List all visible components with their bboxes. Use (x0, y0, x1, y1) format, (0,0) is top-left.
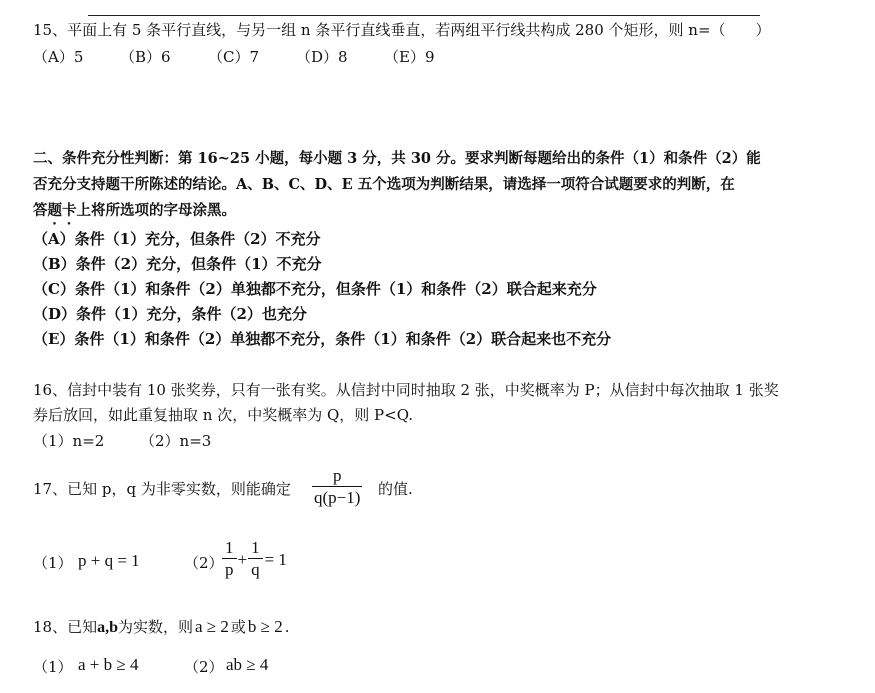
intro-line3-rest: 上将所选项的字母涂黑。 (76, 202, 236, 219)
q15-option-c: （C）7 (208, 48, 260, 66)
q17-cond2-plus: + (237, 549, 248, 569)
q15-option-d: （D）8 (296, 48, 348, 66)
choice-e: （E）条件（1）和条件（2）单独都不充分，条件（1）和条件（2）联合起来也不充分 (33, 330, 612, 348)
q18-stem-or: 或 (230, 618, 246, 636)
q18-cond1-expr: a + b ≥ 4 (78, 655, 139, 674)
intro-line3-prefix: 答 (33, 202, 48, 219)
q17-cond2-rhs: = 1 (264, 549, 287, 569)
q17-cond2-num1: 1 (222, 538, 237, 559)
q18-stem (33, 616, 290, 637)
q16-line2: 券后放回，如此重复抽取 n 次，中奖概率为 Q，则 P<Q. (33, 406, 414, 424)
q18-cond2-label: （2） (184, 658, 224, 676)
q18-cond2-expr: ab ≥ 4 (226, 655, 269, 674)
q17-stem-prefix: 17、已知 p，q 为非零实数，则能确定 (33, 480, 291, 498)
q17-cond2-label: （2） (184, 554, 224, 572)
q17-fraction-denominator: q(p−1) (314, 488, 361, 507)
q18-cond1-label: （1） (33, 658, 73, 676)
choice-a: （A）条件（1）充分，但条件（2）不充分 (33, 230, 321, 248)
q18-stem-mid: 为实数，则 (118, 618, 194, 636)
q17-cond1-expr: p + q = 1 (78, 551, 140, 570)
q16-condition1: （1）n=2 (33, 432, 105, 450)
intro-line3-emphasis: 题卡 (47, 202, 77, 219)
q15-option-e: （E）9 (384, 48, 435, 66)
q18-stem-vars: a,b (97, 619, 118, 636)
q17-cond2-expr (222, 538, 287, 581)
q18-stem-c1: a ≥ 2 (195, 617, 229, 636)
section2-intro-line2: 否充分支持题干所陈述的结论。A、B、C、D、E 五个选项为判断结果，请选择一项符合试题要求的判断，在 (33, 176, 735, 193)
q17-fraction (312, 466, 362, 509)
q18-stem-prefix: 18、已知 (33, 618, 98, 636)
q17-cond2-den2: q (251, 560, 260, 579)
q17-cond2-num2: 1 (248, 538, 263, 559)
q15-option-a: （A）5 (33, 48, 84, 66)
q18-stem-c2: b ≥ 2 (247, 617, 283, 636)
choice-c: （C）条件（1）和条件（2）单独都不充分，但条件（1）和条件（2）联合起来充分 (33, 280, 597, 298)
q17-stem-suffix: 的值. (378, 480, 413, 498)
choice-b: （B）条件（2）充分，但条件（1）不充分 (33, 255, 322, 273)
q18-stem-end: . (284, 618, 290, 636)
section2-intro-line3 (33, 199, 236, 228)
q15-option-b: （B）6 (120, 48, 171, 66)
q16-condition2: （2）n=3 (140, 432, 212, 450)
q16-line1: 16、信封中装有 10 张奖券，只有一张有奖。从信封中同时抽取 2 张，中奖概率为 P；从信封中每次抽取 1 张奖 (33, 381, 779, 399)
q17-cond2-den1: p (225, 560, 234, 579)
top-rule (88, 15, 760, 16)
q17-cond1-label: （1） (33, 554, 73, 572)
section2-intro-line1: 二、条件充分性判断：第 16~25 小题，每小题 3 分，共 30 分。要求判断每题给出的条件（1）和条件（2）能 (33, 150, 761, 167)
choice-d: （D）条件（1）充分，条件（2）也充分 (33, 305, 307, 323)
q15-stem: 15、平面上有 5 条平行直线，与另一组 n 条平行直线垂直，若两组平行线共构成 280 个矩形，则 n=（ ） (33, 21, 771, 39)
q17-fraction-numerator: p (312, 466, 362, 487)
